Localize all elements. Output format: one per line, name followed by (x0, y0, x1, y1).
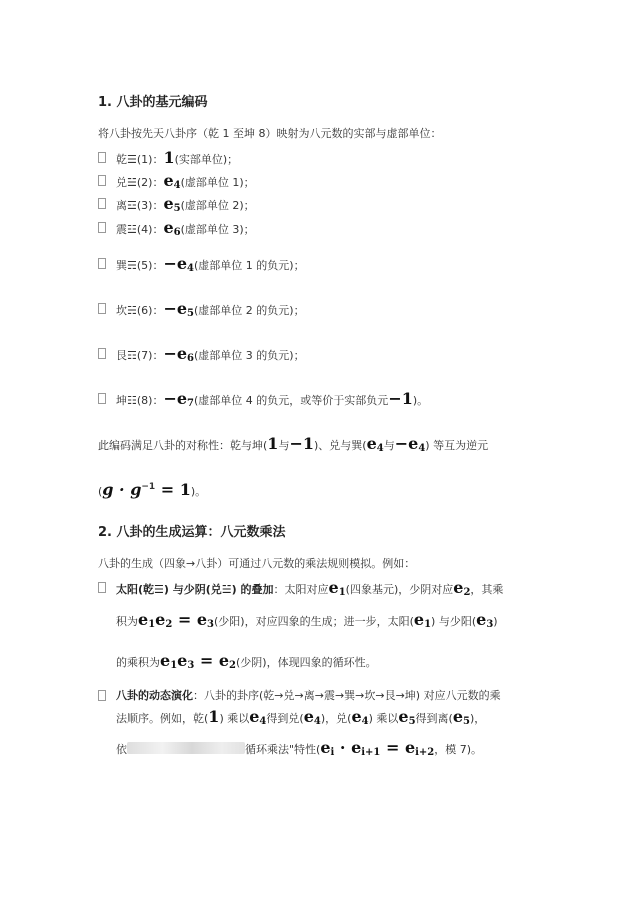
item-note: (虚部单位 3 的负元)； (194, 349, 305, 362)
math-formula: $e_1e_3 = e_2$ (160, 651, 237, 671)
math-symbol: $-e_6$ (163, 344, 195, 364)
section-2-intro: 八卦的生成（四象→八卦）可通过八元数的乘法规则模拟。例如： (98, 557, 416, 570)
item-note: (虚部单位 2 的负元)； (194, 304, 305, 317)
item-note: (虚部单位 1)； (180, 176, 255, 189)
bullet-title: 八卦的动态演化 (116, 689, 193, 702)
math-symbol: $e_5$ (163, 194, 181, 214)
math-symbol: $e_6$ (163, 218, 181, 238)
bullet-box-icon (98, 348, 106, 359)
item-label: 巽☴(5)： (116, 259, 164, 272)
bullet-box-icon (98, 222, 106, 233)
item-note: )。 (412, 394, 429, 407)
item-label: 乾☰(1)： (116, 153, 164, 166)
item-note: (实部单位)； (174, 153, 239, 166)
item-note: (虚部单位 4 的负元，或等价于实部负元 (194, 394, 389, 407)
bullet-box-icon (98, 152, 106, 163)
bullet-box-icon (98, 582, 106, 593)
bullet-box-icon (98, 175, 106, 186)
item-label: 兑☱(2)： (116, 176, 164, 189)
math-symbol: 1 (163, 148, 175, 167)
math-symbol: $e_2$ (453, 578, 471, 598)
math-symbol: $e_4$ (163, 171, 181, 191)
math-formula: = 1 (155, 480, 191, 499)
math-symbol: −1 (388, 389, 413, 408)
math-symbol: $-e_4$ (163, 254, 195, 274)
math-symbol: $e_4$ (351, 707, 369, 727)
item-note: (虚部单位 1 的负元)； (194, 259, 305, 272)
math-formula: g · g (102, 480, 142, 499)
math-symbol: 1 (267, 434, 279, 453)
math-symbol: $-e_7$ (163, 389, 195, 409)
item-label: 离☲(3)： (116, 199, 164, 212)
math-symbol: $e_4$ (366, 434, 384, 454)
item-label: 震☳(4)： (116, 223, 164, 236)
item-label: 坎☵(6)： (116, 304, 164, 317)
math-symbol: −1 (289, 434, 314, 453)
inverse-formula-line: $(g \cdot g^{-1} = 1)$。 (98, 480, 207, 499)
math-symbol: $-e_4$ (394, 434, 426, 454)
math-symbol: $e_5$ (398, 707, 416, 727)
bullet-title: 太阳(乾☰) 与少阴(兑☱) 的叠加 (116, 583, 274, 596)
section-2-heading: 2. 八卦的生成运算：八元数乘法 (98, 525, 286, 540)
section-1-heading: 1. 八卦的基元编码 (98, 95, 208, 110)
math-formula: $e_1e_2 = e_3$ (138, 610, 215, 630)
document-page: 1. 八卦的基元编码 将八卦按先天八卦序（乾 1 至坤 8）映射为八元数的实部与虚部单位： 乾☰(1)：1(实部单位)； 兑☱(2)：$e_4$(虚部单位 1)； 离☲(3)：$e_5$(虚部单位 2)； 震☳(4)：$e_6$(虚部单位 3)； 巽☴(5)：$-e_4$(虚部单位 1 的负元)； 坎☵(6)：$-e_5$(虚部单位 2 的负元)； 艮☶(7)：$-e_6$(虚部单位 3 的负元)； 坤☷(8)：$-e_7$(虚部单位 4 的负元，或等价于实部负元−1)。 此编码满足八卦的对称性：乾与坤(1与−1)、兑与巽($e_4$与$-e_4$) 等互为逆元 $(g \cdot g^{-1} = 1)$。 2. 八卦的生成运算：八元数乘法 八卦的生成（四象→八卦）可通过八元数的乘法规则模拟。例如： 太阳(乾☰) 与少阴(兑☱) 的叠加：太阳对应$e_1$(四象基元)，少阴对应$e_2$，其乘 积为$e_1e_2 = e_3$(少阳)，对应四象的生成；进一步，太阳$(e_1)$ 与少阳$(e_3)$ 的乘积为$e_1e_3 = e_2$(少阴)，体现四象的循环性。 八卦的动态演化：八卦的卦序(乾→兑→离→震→巽→坎→艮→坤) 对应八元数的乘 法顺序。例如，乾(1) 乘以$e_4$得到兑$(e_4)$，兑$(e_4)$ 乘以$e_5$得到离$(e_5)$， 依 循环乘法"特性($e_i \cdot e_{i+1} = e_{i+2}$，模 7)。 (0, 0, 640, 905)
bullet-box-icon (98, 393, 106, 404)
bullet-box-icon (98, 690, 106, 701)
math-symbol: $e_1$ (328, 578, 346, 598)
item-label: 坤☷(8)： (116, 394, 164, 407)
bullet-box-icon (98, 303, 106, 314)
math-formula: $e_i \cdot e_{i+1} = e_{i+2}$ (320, 738, 435, 758)
math-symbol: 1 (208, 707, 220, 726)
math-symbol: $e_4$ (303, 707, 321, 727)
math-symbol: $e_3$ (476, 610, 494, 630)
math-symbol: $e_5$ (452, 707, 470, 727)
math-symbol: $e_4$ (249, 707, 267, 727)
math-symbol: $e_1$ (413, 610, 432, 630)
item-note: (虚部单位 3)； (180, 223, 255, 236)
symmetry-summary: 此编码满足八卦的对称性：乾与坤(1与−1)、兑与巽($e_4$与$-e_4$) 等互为逆元 (98, 434, 489, 454)
math-symbol: $-e_5$ (163, 299, 195, 319)
bullet-box-icon (98, 258, 106, 269)
item-label: 艮☶(7)： (116, 349, 164, 362)
bullet-box-icon (98, 198, 106, 209)
item-note: (虚部单位 2)； (180, 199, 255, 212)
section-1-intro: 将八卦按先天八卦序（乾 1 至坤 8）映射为八元数的实部与虚部单位： (98, 127, 442, 140)
redacted-blur (127, 742, 245, 754)
